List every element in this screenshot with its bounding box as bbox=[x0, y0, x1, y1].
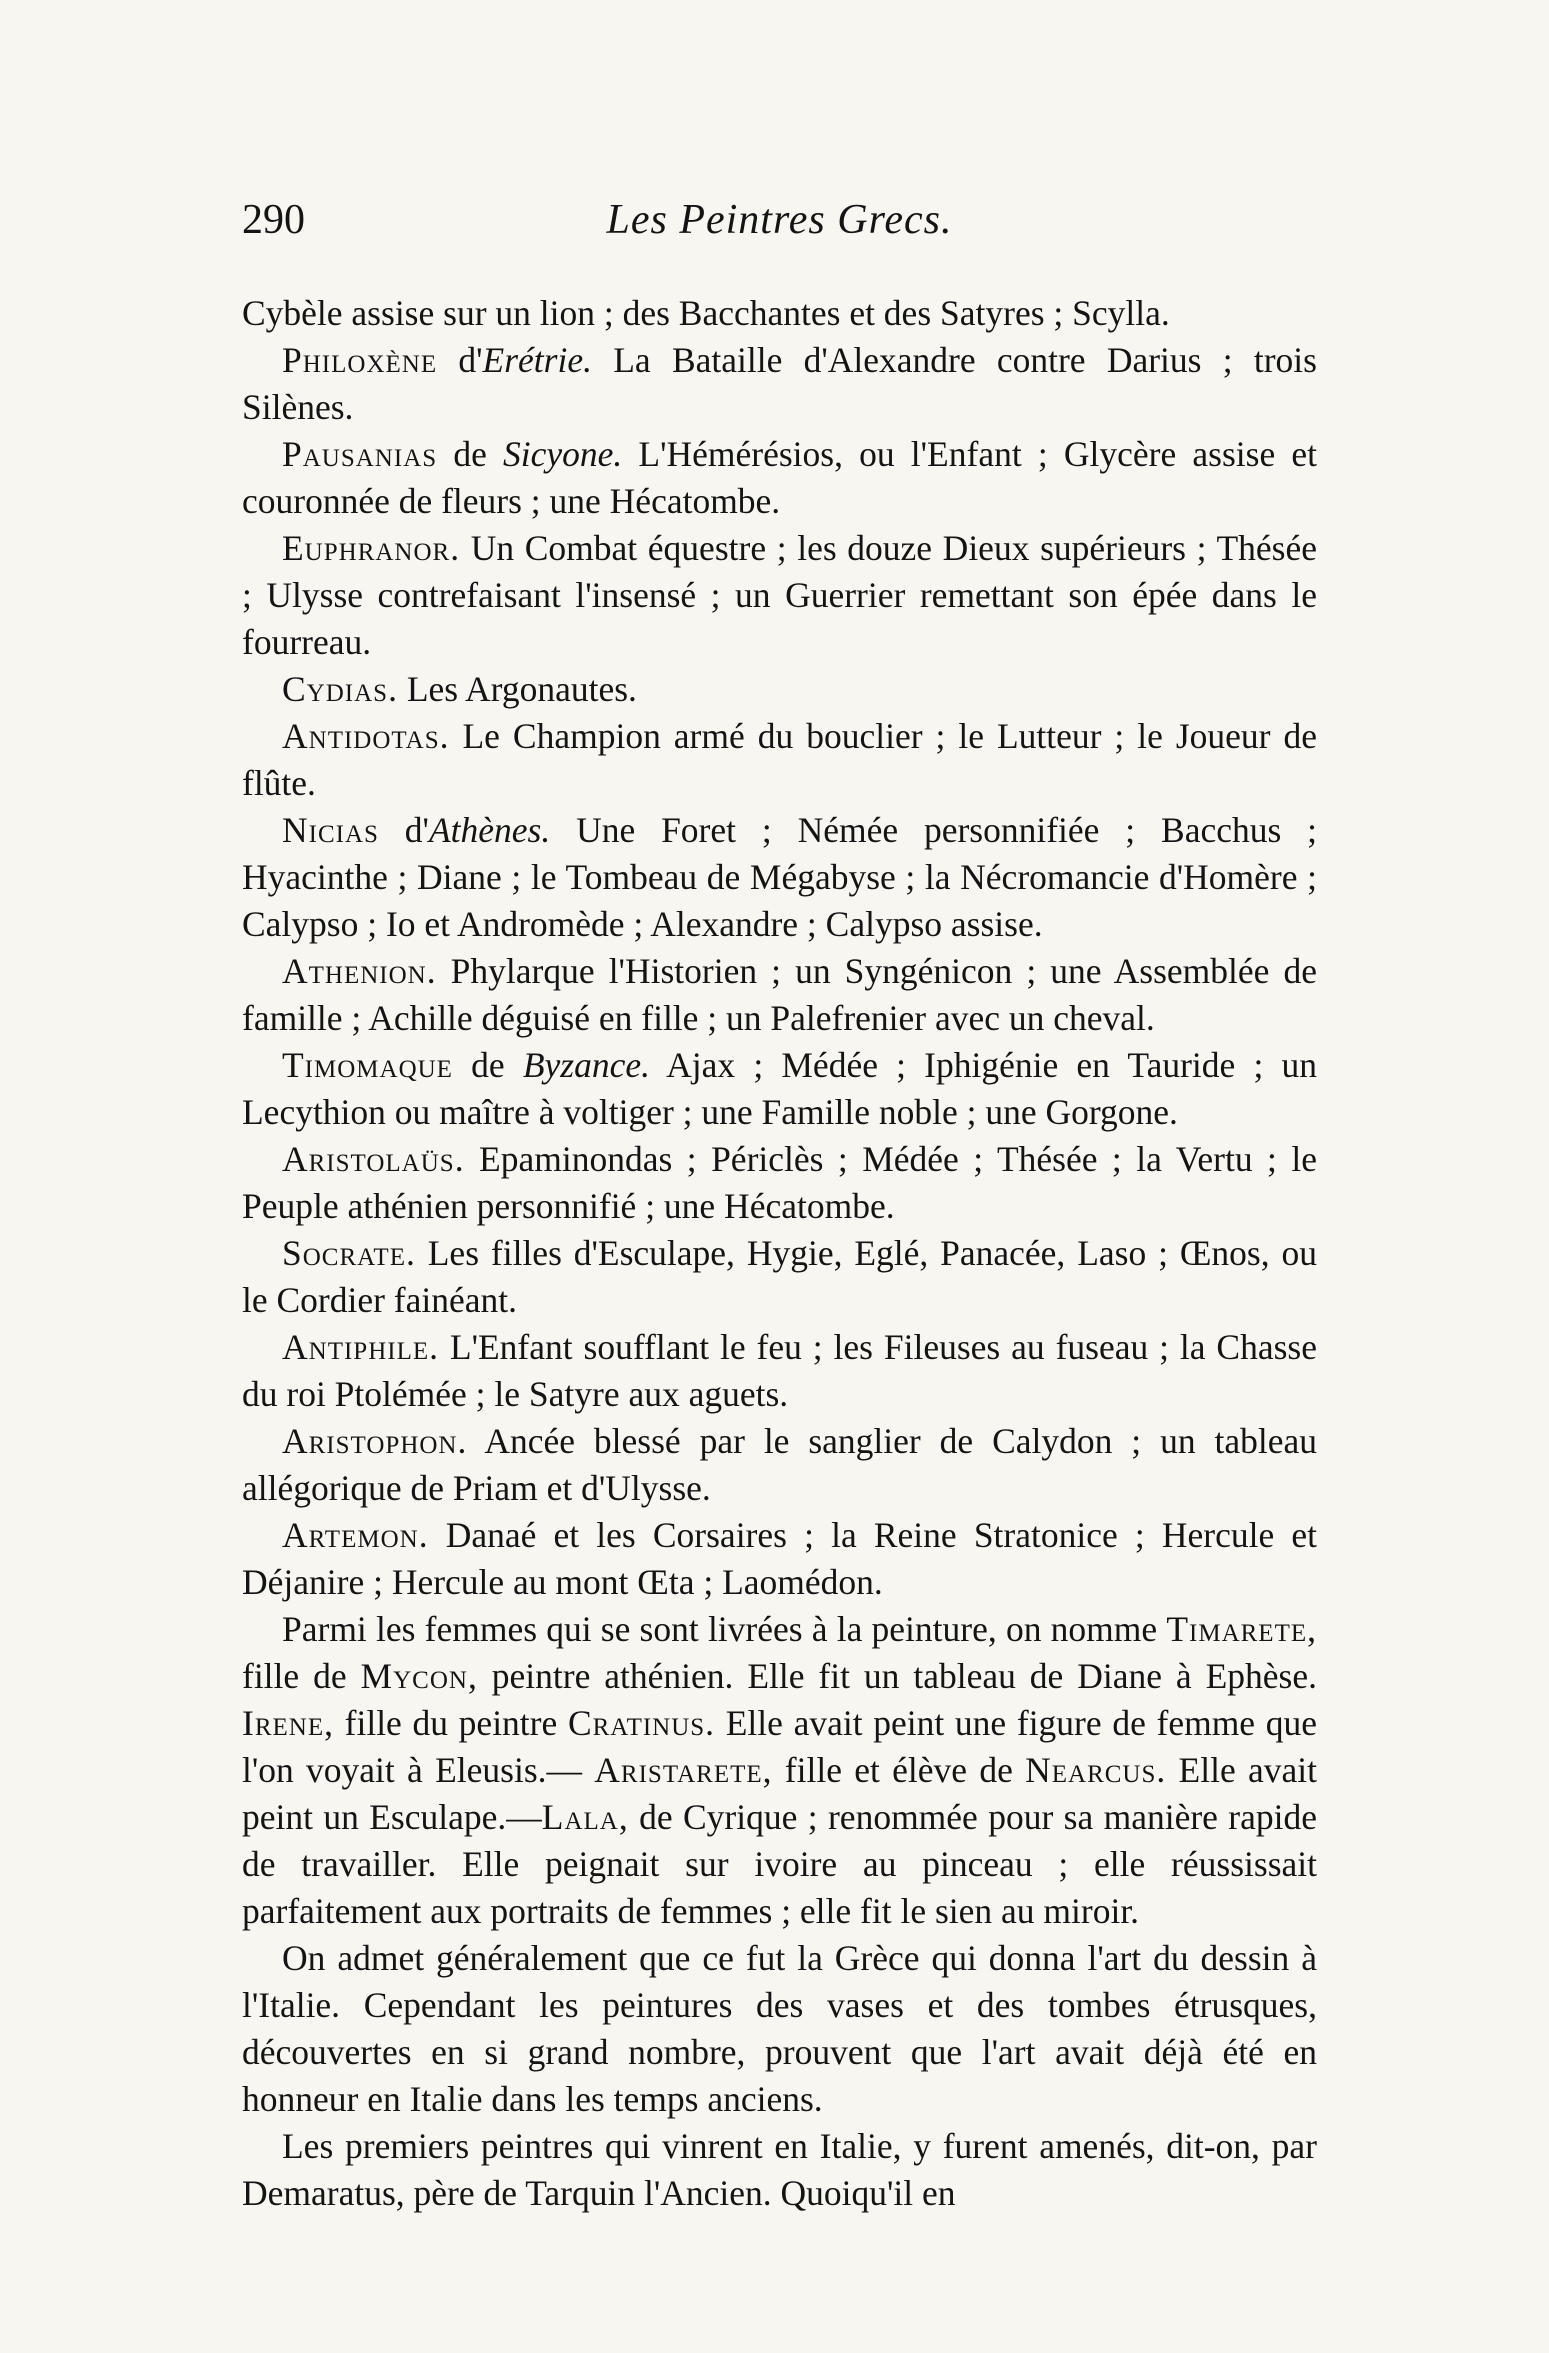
text-run: d' bbox=[437, 340, 483, 380]
text-run: Les Argonautes. bbox=[397, 669, 637, 709]
page-header bbox=[242, 196, 1317, 256]
text-run: Elle avait peint un Esculape.— bbox=[242, 1750, 1317, 1837]
text-run: de Cyrique ; renommée pour sa manière rapide de travailler. Elle peignait sur ivoire au pinceau ; elle réussissait parfaitement aux portraits de femmes ; elle fit le sien au miroir. bbox=[242, 1797, 1317, 1931]
text-run: Phylarque l'Historien ; un Syngénicon ; une Assemblée de famille ; Achille déguisé en fille ; un Palefrenier avec un cheval. bbox=[242, 951, 1317, 1038]
text-run: L'Enfant soufflant le feu ; les Fileuses au fuseau ; la Chasse du roi Ptolémée ; le Satyre aux aguets. bbox=[242, 1327, 1317, 1414]
place-italic: Byzance. bbox=[522, 1045, 650, 1085]
paragraph bbox=[242, 431, 1317, 525]
page-number: 290 bbox=[242, 197, 305, 243]
paragraph bbox=[242, 1418, 1317, 1512]
paragraph bbox=[242, 807, 1317, 948]
paragraph bbox=[242, 666, 1317, 713]
paragraph bbox=[242, 2123, 1317, 2217]
text-run: Les filles d'Esculape, Hygie, Eglé, Panacée, Laso ; Œnos, ou le Cordier fainéant. bbox=[242, 1233, 1317, 1320]
paragraph bbox=[242, 1935, 1317, 2123]
name-smallcaps: Antiphile. bbox=[282, 1327, 439, 1367]
name-smallcaps: Pausanias bbox=[282, 434, 438, 474]
text-run: Epaminondas ; Périclès ; Médée ; Thésée ; la Vertu ; le Peuple athénien personnifié ; une Hécatombe. bbox=[242, 1139, 1317, 1226]
name-smallcaps: Timomaque bbox=[282, 1045, 453, 1085]
paragraph bbox=[242, 1512, 1317, 1606]
text-run: On admet généralement que ce fut la Grèce qui donna l'art du dessin à l'Italie. Cependant les peintures des vases et des tombes étrusques, découvertes en si grand nombre, prouvent que l'art avait déjà été en honneur en Italie dans les temps anciens. bbox=[242, 1938, 1317, 2119]
place-italic: Sicyone. bbox=[503, 434, 623, 474]
name-smallcaps: Lala, bbox=[541, 1797, 629, 1837]
text-run: fille du peintre bbox=[333, 1703, 568, 1743]
name-smallcaps: Nearcus. bbox=[1025, 1750, 1167, 1790]
text-run: Un Combat équestre ; les douze Dieux supérieurs ; Thésée ; Ulysse contrefaisant l'insensé ; un Guerrier remettant son épée dans le fourreau. bbox=[242, 528, 1317, 662]
name-smallcaps: Aristarete, bbox=[594, 1750, 773, 1790]
running-title: Les Peintres Grecs. bbox=[606, 197, 953, 243]
text-run: Le Champion armé du bouclier ; le Lutteur ; le Joueur de flûte. bbox=[242, 716, 1317, 803]
name-smallcaps: Nicias bbox=[282, 810, 379, 850]
name-smallcaps: Aristolaüs. bbox=[282, 1139, 465, 1179]
paragraph bbox=[242, 1136, 1317, 1230]
name-smallcaps: Socrate. bbox=[282, 1233, 416, 1273]
text-run: fille de bbox=[242, 1656, 361, 1696]
paragraph bbox=[242, 948, 1317, 1042]
text-run: La Bataille d'Alexandre contre Darius ; trois Silènes. bbox=[242, 340, 1317, 427]
name-smallcaps: Athenion. bbox=[282, 951, 437, 991]
text-run: Parmi les femmes qui se sont livrées à la peinture, on nomme bbox=[282, 1609, 1167, 1649]
text-run: Ancée blessé par le sanglier de Calydon ; un tableau allégorique de Priam et d'Ulysse. bbox=[242, 1421, 1317, 1508]
name-smallcaps: Timarete, bbox=[1166, 1609, 1317, 1649]
name-smallcaps: Irene, bbox=[242, 1703, 334, 1743]
name-smallcaps: Mycon, bbox=[360, 1656, 478, 1696]
name-smallcaps: Philoxène bbox=[282, 340, 438, 380]
paragraph bbox=[242, 1324, 1317, 1418]
text-run: L'Hémérésios, ou l'Enfant ; Glycère assise et couronnée de fleurs ; une Hécatombe. bbox=[242, 434, 1317, 521]
name-smallcaps: Artemon. bbox=[282, 1515, 429, 1555]
paragraph bbox=[242, 1230, 1317, 1324]
text-run: peintre athénien. Elle fit un tableau de Diane à Ephèse. bbox=[477, 1656, 1317, 1696]
name-smallcaps: Antidotas. bbox=[282, 716, 450, 756]
text-run: de bbox=[437, 434, 503, 474]
text-run: Une Foret ; Némée personnifiée ; Bacchus ; Hyacinthe ; Diane ; le Tombeau de Mégabyse ; la Nécromancie d'Homère ; Calypso ; Io et Andromède ; Alexandre ; Calypso assise. bbox=[242, 810, 1317, 944]
text-run: Danaé et les Corsaires ; la Reine Stratonice ; Hercule et Déjanire ; Hercule au mont Œta ; Laomédon. bbox=[242, 1515, 1317, 1602]
paragraph bbox=[242, 1606, 1317, 1935]
paragraph bbox=[242, 337, 1317, 431]
paragraph bbox=[242, 713, 1317, 807]
text-run: Elle avait peint une figure de femme que l'on voyait à Eleusis.— bbox=[242, 1703, 1318, 1790]
name-smallcaps: Cydias. bbox=[282, 669, 398, 709]
text-run: d' bbox=[378, 810, 429, 850]
text-run: fille et élève de bbox=[772, 1750, 1026, 1790]
text-run: Cybèle assise sur un lion ; des Bacchantes et des Satyres ; Scylla. bbox=[242, 293, 1170, 333]
name-smallcaps: Aristophon. bbox=[282, 1421, 468, 1461]
text-run: Les premiers peintres qui vinrent en Italie, y furent amenés, dit-on, par Demaratus, père de Tarquin l'Ancien. Quoiqu'il en bbox=[242, 2126, 1317, 2213]
place-italic: Athènes. bbox=[428, 810, 551, 850]
name-smallcaps: Cratinus. bbox=[567, 1703, 716, 1743]
text-run: Ajax ; Médée ; Iphigénie en Tauride ; un Lecythion ou maître à voltiger ; une Famille noble ; une Gorgone. bbox=[242, 1045, 1317, 1132]
paragraph bbox=[242, 525, 1317, 666]
place-italic: Erétrie. bbox=[482, 340, 592, 380]
paragraph bbox=[242, 290, 1317, 337]
text-run: de bbox=[452, 1045, 523, 1085]
paragraph bbox=[242, 1042, 1317, 1136]
name-smallcaps: Euphranor. bbox=[282, 528, 461, 568]
body-text bbox=[242, 290, 1317, 2217]
